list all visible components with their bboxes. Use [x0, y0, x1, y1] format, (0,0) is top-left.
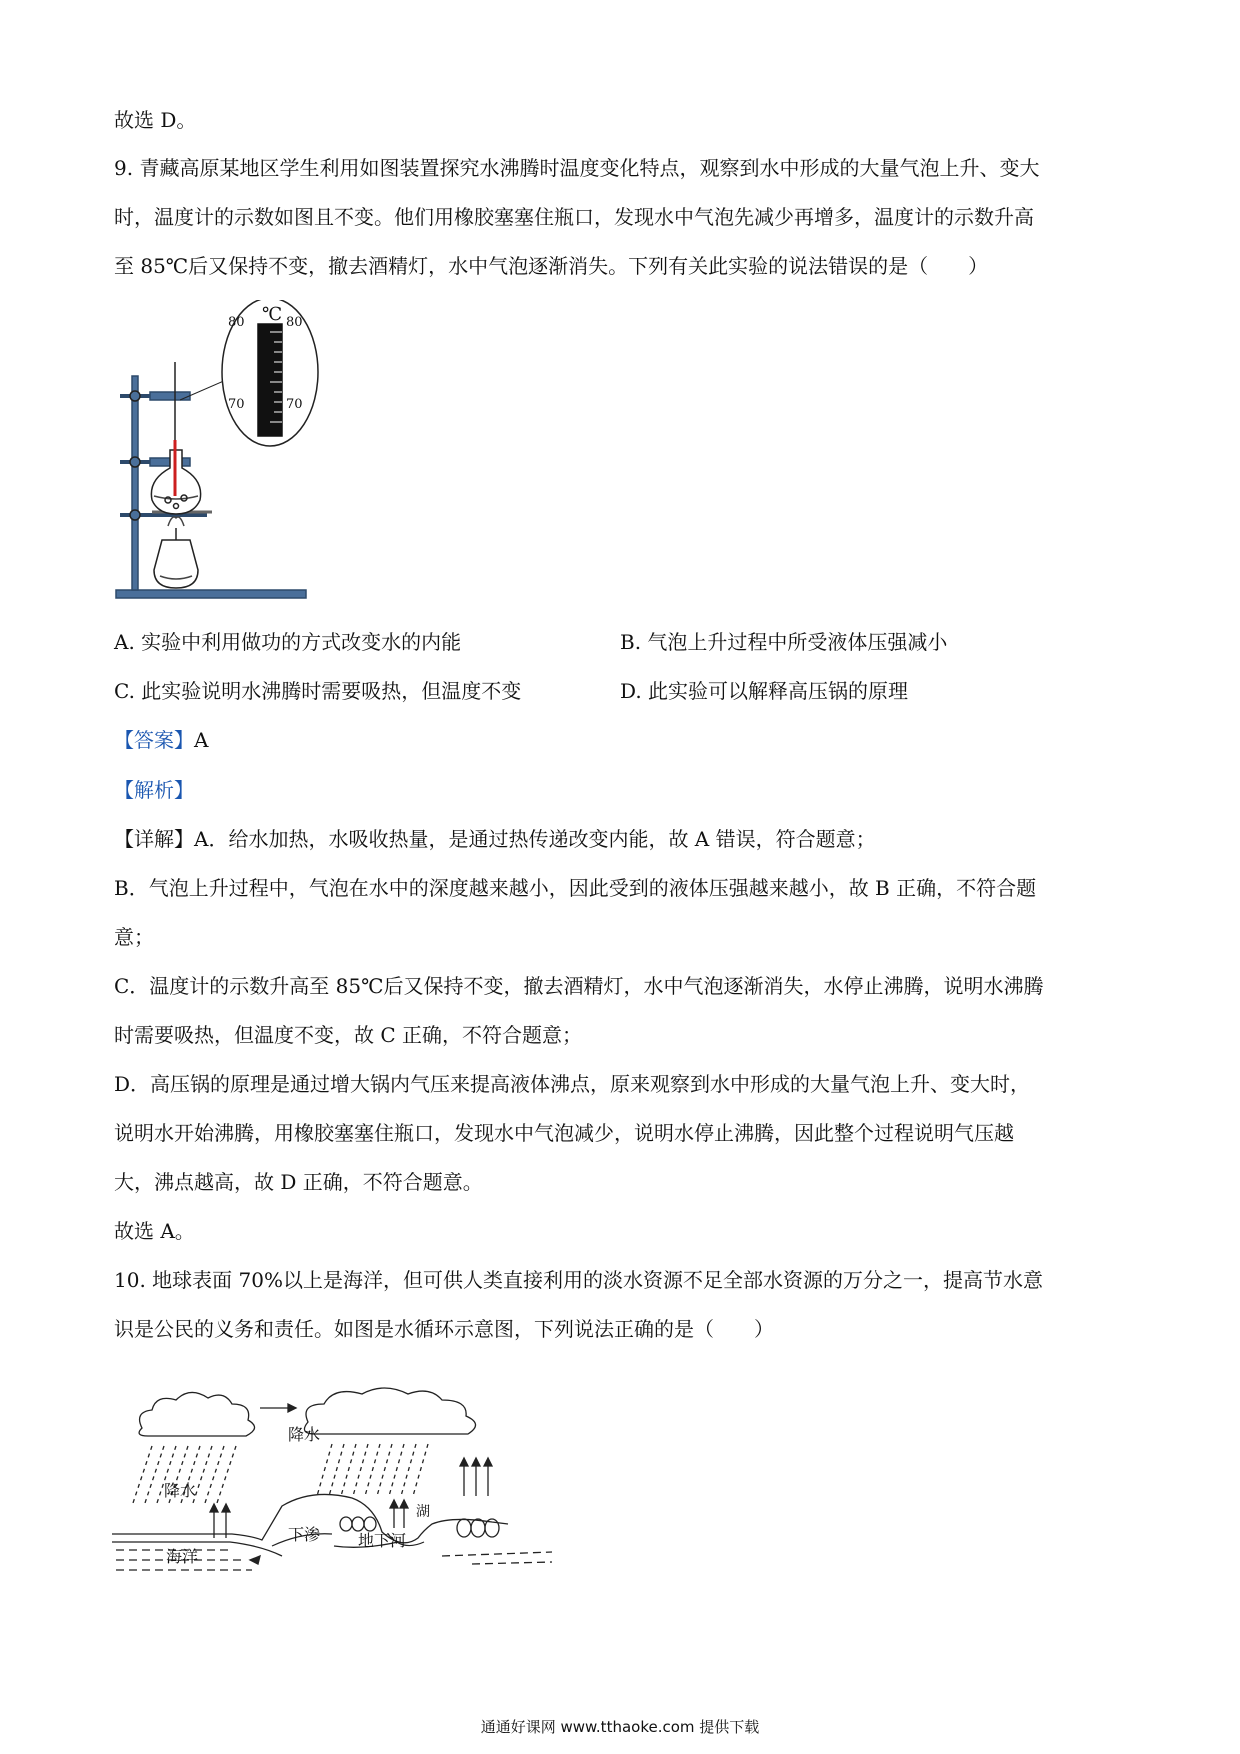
detail-line-d3: 大，沸点越高，故 D 正确，不符合题意。	[114, 1170, 483, 1194]
detail-line-c2: 时需要吸热，但温度不变，故 C 正确，不符合题意；	[114, 1023, 583, 1047]
label-underground-river: 地下河	[358, 1531, 407, 1550]
question-9-line-2: 时，温度计的示数如图且不变。他们用橡胶塞塞住瓶口，发现水中气泡先减少再增多，温度计的示数升高	[114, 205, 1034, 229]
label-ocean: 海洋	[166, 1547, 199, 1566]
cloud-right	[304, 1388, 475, 1434]
label-precipitation-right: 降水	[288, 1425, 321, 1444]
previous-conclusion: 故选 D。	[114, 108, 197, 132]
boiling-experiment-figure	[112, 300, 362, 610]
stand-pole	[132, 376, 138, 590]
thermometer-column	[258, 324, 282, 436]
tick-label-bottom-right: 70	[286, 397, 303, 412]
label-infiltration: 下渗	[288, 1525, 321, 1544]
question-9-line-1: 9. 青藏高原某地区学生利用如图装置探究水沸腾时温度变化特点，观察到水中形成的大量气泡上升、变大	[114, 156, 1040, 180]
option-b: B. 气泡上升过程中所受液体压强减小	[620, 630, 948, 654]
option-a: A. 实验中利用做功的方式改变水的内能	[114, 630, 462, 654]
answer-value: A	[194, 728, 209, 752]
thermometer-unit: ℃	[262, 304, 283, 325]
stand-base	[116, 590, 306, 598]
question-9-line-3: 至 85℃后又保持不变，撤去酒精灯，水中气泡逐渐消失。下列有关此实验的说法错误的是（ ）	[114, 254, 989, 278]
question-10-line-1: 10. 地球表面 70%以上是海洋，但可供人类直接利用的淡水资源不足全部水资源的万分之一，提高节水意	[114, 1268, 1043, 1292]
tick-label-top-left: 80	[228, 315, 245, 330]
label-lake: 湖	[416, 1504, 430, 1520]
page-footer: 通通好课网 www.tthaoke.com 提供下载	[480, 1718, 760, 1736]
detail-line-a	[114, 825, 876, 853]
detail-a-text: A．给水加热，水吸收热量，是通过热传递改变内能，故 A 错误，符合题意；	[194, 827, 876, 851]
answer-line	[114, 726, 208, 754]
detail-line-d1: D．高压锅的原理是通过增大锅内气压来提高液体沸点，原来观察到水中形成的大量气泡上升、变大时，	[114, 1072, 1031, 1096]
analysis-line	[114, 776, 194, 804]
detail-tag: 【详解】	[114, 827, 194, 851]
answer-tag: 【答案】	[114, 728, 194, 752]
detail-line-b1: B．气泡上升过程中，气泡在水中的深度越来越小，因此受到的液体压强越来越小，故 B 正确，不符合题	[114, 876, 1037, 900]
question-10-line-2: 识是公民的义务和责任。如图是水循环示意图，下列说法正确的是（ ）	[114, 1317, 774, 1341]
option-c: C. 此实验说明水沸腾时需要吸热，但温度不变	[114, 679, 522, 703]
label-precipitation-left: 降水	[164, 1481, 197, 1500]
detail-line-d2: 说明水开始沸腾，用橡胶塞塞住瓶口，发现水中气泡减少，说明水停止沸腾，因此整个过程说明气压越	[114, 1121, 1014, 1145]
analysis-tag: 【解析】	[114, 778, 194, 802]
option-d: D. 此实验可以解释高压锅的原理	[620, 679, 909, 703]
cloud-left	[139, 1392, 254, 1436]
detail-conclusion: 故选 A。	[114, 1219, 195, 1243]
tick-label-bottom-left: 70	[228, 397, 245, 412]
detail-line-b2: 意；	[114, 925, 154, 949]
tick-label-top-right: 80	[286, 315, 303, 330]
water-cycle-figure	[112, 1356, 562, 1571]
detail-line-c1: C．温度计的示数升高至 85℃后又保持不变，撤去酒精灯，水中气泡逐渐消失，水停止沸腾，说明水沸腾	[114, 974, 1044, 998]
